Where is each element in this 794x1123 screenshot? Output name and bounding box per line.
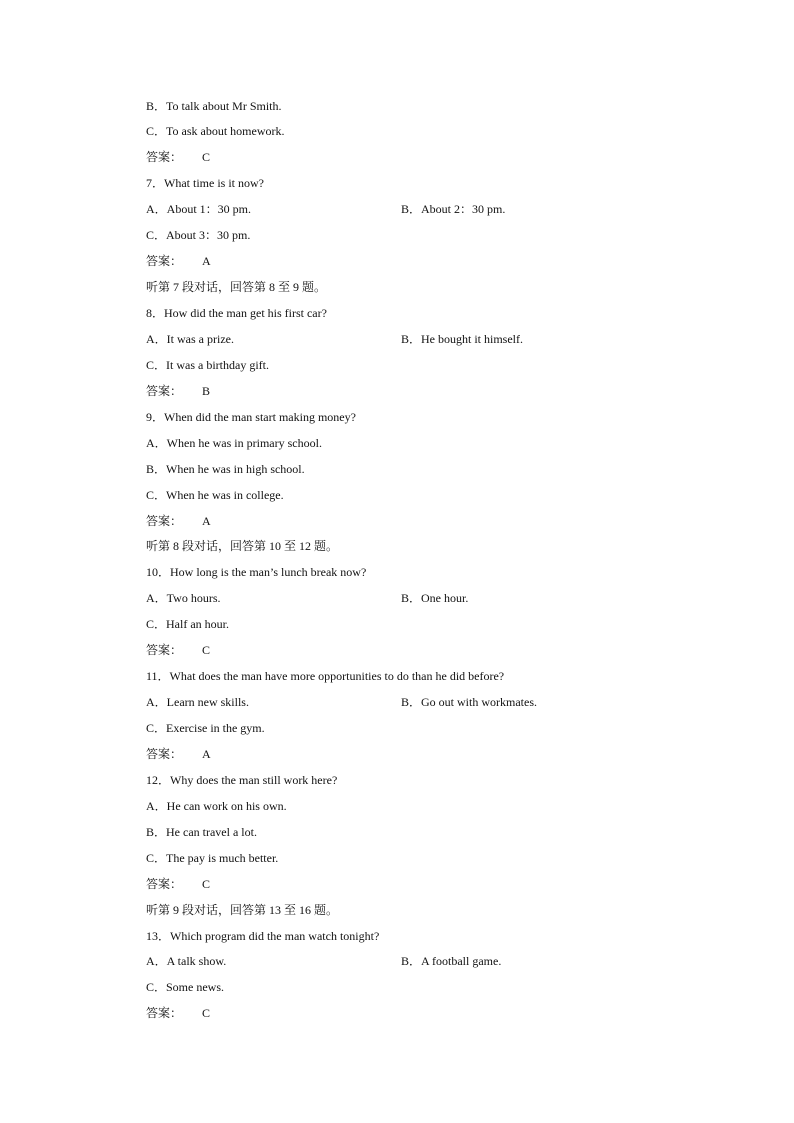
- option-12b: B．He can travel a lot.: [146, 825, 257, 839]
- option-6c: C．To ask about homework.: [146, 124, 285, 138]
- answer-label: 答案：: [146, 877, 183, 891]
- answer-value: A: [202, 747, 211, 761]
- answer-11: [146, 746, 211, 762]
- section-7-instruction: 听第 7 段对话，回答第 8 至 9 题。: [146, 280, 327, 294]
- answer-value: C: [202, 1006, 211, 1020]
- option-11a: A．Learn new skills.: [146, 695, 249, 709]
- answer-value: C: [202, 643, 211, 657]
- answer-7: [146, 253, 211, 269]
- option-7b: B．About 2：30 pm.: [401, 202, 506, 216]
- answer-value: A: [202, 254, 211, 268]
- question-7: 7．What time is it now?: [146, 176, 264, 190]
- option-12a: A．He can work on his own.: [146, 799, 287, 813]
- option-11b: B．Go out with workmates.: [401, 695, 537, 709]
- answer-9: [146, 513, 211, 529]
- option-8a: A．It was a prize.: [146, 332, 234, 346]
- answer-label: 答案：: [146, 514, 183, 528]
- option-13b: B．A football game.: [401, 954, 502, 968]
- answer-13: [146, 1005, 210, 1021]
- answer-label: 答案：: [146, 643, 183, 657]
- question-11: 11．What does the man have more opportunities to do than he did before?: [146, 669, 505, 683]
- option-13c: C．Some news.: [146, 980, 225, 994]
- option-9a: A．When he was in primary school.: [146, 436, 322, 450]
- option-8b: B．He bought it himself.: [401, 332, 523, 346]
- answer-6: [146, 149, 210, 165]
- question-12: 12．Why does the man still work here?: [146, 773, 338, 787]
- answer-value: A: [202, 514, 211, 528]
- answer-value: C: [202, 877, 211, 891]
- answer-10: [146, 642, 210, 658]
- option-11c: C．Exercise in the gym.: [146, 721, 265, 735]
- section-8-instruction: 听第 8 段对话，回答第 10 至 12 题。: [146, 539, 339, 553]
- question-9: 9．When did the man start making money?: [146, 410, 356, 424]
- answer-value: B: [202, 384, 211, 398]
- answer-label: 答案：: [146, 150, 183, 164]
- question-8: 8．How did the man get his first car?: [146, 306, 327, 320]
- option-10c: C．Half an hour.: [146, 617, 229, 631]
- answer-8: [146, 383, 210, 399]
- option-6b: B．To talk about Mr Smith.: [146, 99, 282, 113]
- option-8c: C．It was a birthday gift.: [146, 358, 269, 372]
- question-13: 13．Which program did the man watch tonight?: [146, 929, 380, 943]
- option-9c: C．When he was in college.: [146, 488, 284, 502]
- question-10: 10．How long is the man’s lunch break now?: [146, 565, 367, 579]
- option-9b: B．When he was in high school.: [146, 462, 305, 476]
- option-12c: C．The pay is much better.: [146, 851, 279, 865]
- option-10a: A．Two hours.: [146, 591, 221, 605]
- option-10b: B．One hour.: [401, 591, 469, 605]
- answer-label: 答案：: [146, 1006, 183, 1020]
- answer-label: 答案：: [146, 384, 183, 398]
- option-7a: A．About 1：30 pm.: [146, 202, 252, 216]
- answer-label: 答案：: [146, 747, 183, 761]
- answer-value: C: [202, 150, 211, 164]
- answer-12: [146, 876, 210, 892]
- answer-label: 答案：: [146, 254, 183, 268]
- section-9-instruction: 听第 9 段对话，回答第 13 至 16 题。: [146, 903, 339, 917]
- option-13a: A．A talk show.: [146, 954, 227, 968]
- option-7c: C．About 3：30 pm.: [146, 228, 251, 242]
